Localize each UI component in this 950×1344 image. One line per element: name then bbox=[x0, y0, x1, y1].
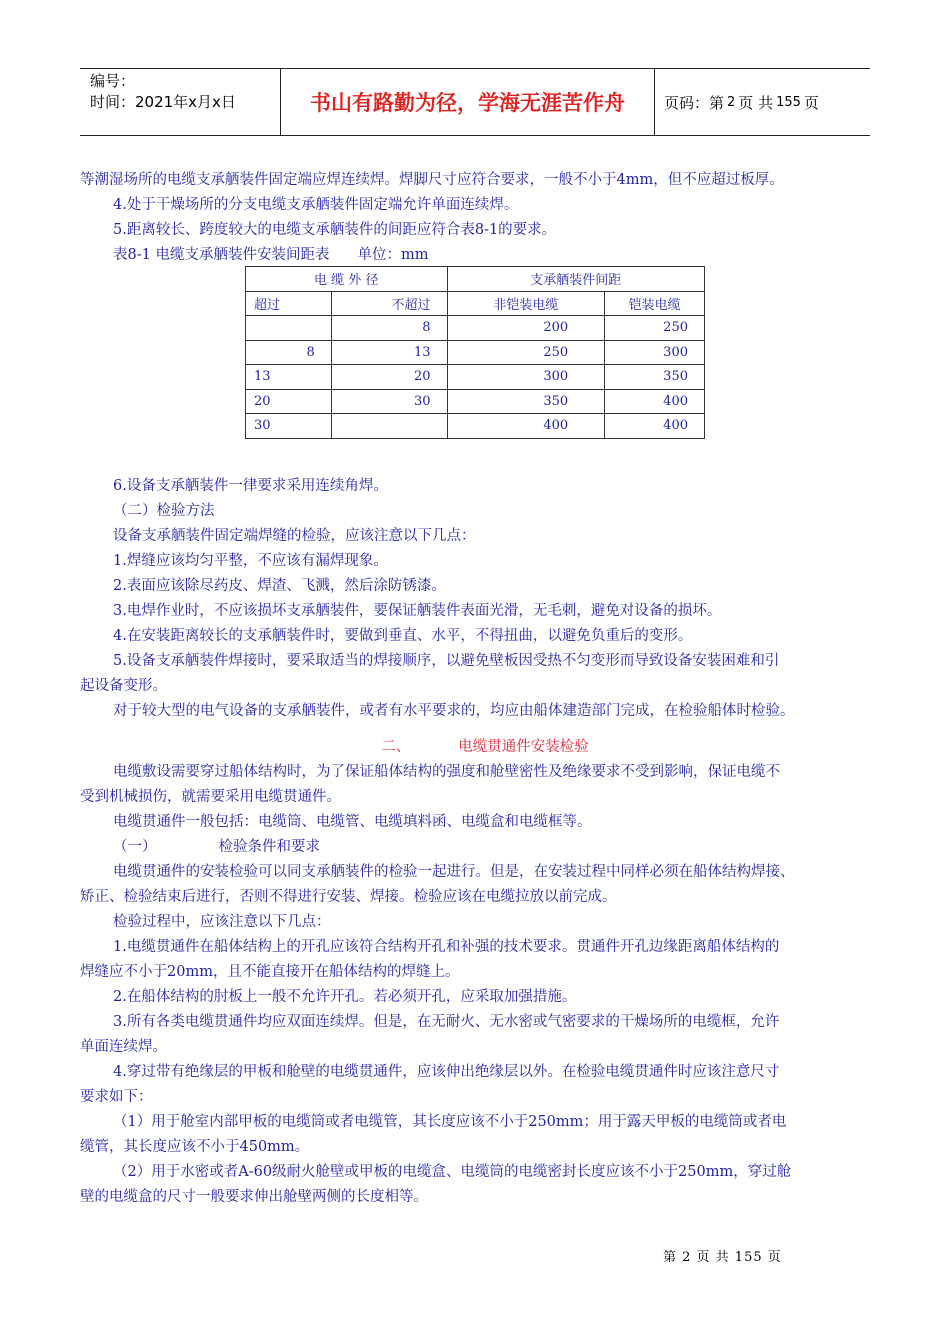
table-cell: 250 bbox=[447, 340, 605, 365]
table-caption-unit: 单位：mm bbox=[357, 247, 429, 263]
page-header bbox=[80, 68, 870, 136]
table-cell: 13 bbox=[331, 340, 447, 365]
time-label: 时间：2021年x月x日 bbox=[90, 93, 236, 111]
header-left-cell bbox=[80, 69, 281, 135]
paragraph: 2.表面应该除尽药皮、焊渣、飞溅，然后涂防锈漆。 bbox=[113, 578, 446, 594]
paragraph: （1）用于舱室内部甲板的电缆筒或者电缆管，其长度应该不小于250mm；用于露天甲板的电缆筒或者电 bbox=[113, 1114, 787, 1130]
paragraph: （2）用于水密或者A-60级耐火舱壁或甲板的电缆盒、电缆筒的电缆密封长度应该不小于250mm，穿过舱 bbox=[113, 1164, 792, 1180]
paragraph: 6.设备支承舾装件一律要求采用连续角焊。 bbox=[113, 478, 388, 494]
paragraph: 电缆贯通件的安装检验可以同支承舾装件的检验一起进行。但是，在安装过程中同样必须在船体结构焊接、 bbox=[113, 864, 795, 880]
paragraph: 4.处于干燥场所的分支电缆支承舾装件固定端允许单面连续焊。 bbox=[113, 197, 519, 213]
table-cell bbox=[246, 316, 332, 341]
paragraph: 等潮湿场所的电缆支承舾装件固定端应焊连续焊。焊脚尺寸应符合要求，一般不小于4mm，但不应超过板厚。 bbox=[80, 172, 784, 188]
table-cell: 300 bbox=[605, 340, 705, 365]
paragraph: 焊缝应不小于20mm，且不能直接开在船体结构的焊缝上。 bbox=[80, 964, 460, 980]
paragraph: 3.电焊作业时，不应该损坏支承舾装件，要保证舾装件表面光滑，无毛刺，避免对设备的损坏。 bbox=[113, 603, 722, 619]
table-header-row bbox=[246, 267, 705, 292]
paragraph: 电缆敷设需要穿过船体结构时，为了保证船体结构的强度和舱壁密性及绝缘要求不受到影响，保证电缆不 bbox=[113, 764, 780, 780]
table-caption bbox=[80, 243, 890, 268]
table-cell: 200 bbox=[447, 316, 605, 341]
paragraph: 1.焊缝应该均匀平整，不应该有漏焊现象。 bbox=[113, 553, 388, 569]
paragraph: 4.在安装距离较长的支承舾装件时，要做到垂直、水平，不得扭曲，以避免负重后的变形。 bbox=[113, 628, 693, 644]
number-label: 编号： bbox=[90, 72, 136, 90]
paragraph: 壁的电缆盒的尺寸一般要求伸出舱壁两侧的长度相等。 bbox=[80, 1189, 428, 1205]
subsection-title bbox=[80, 835, 890, 860]
table-header-cell: 电 缆 外 径 bbox=[246, 267, 448, 292]
paragraph: （二）检验方法 bbox=[113, 503, 215, 519]
paragraph: 2.在船体结构的肘板上一般不允许开孔。若必须开孔，应采取加强措施。 bbox=[113, 989, 577, 1005]
table-cell bbox=[331, 414, 447, 439]
table-cell: 30 bbox=[246, 414, 332, 439]
table-row bbox=[246, 316, 705, 341]
subsection-title-text: 检验条件和要求 bbox=[218, 839, 320, 855]
paragraph: 缆管，其长度应该不小于450mm。 bbox=[80, 1139, 310, 1155]
table-cell: 350 bbox=[605, 365, 705, 390]
section-title bbox=[80, 735, 890, 760]
header-page-info bbox=[655, 69, 870, 135]
spacing-table bbox=[245, 266, 705, 439]
table-header-cell: 不超过 bbox=[331, 291, 447, 316]
page-prefix: 页码：第 bbox=[664, 93, 725, 112]
table-cell: 400 bbox=[605, 414, 705, 439]
page-footer: 第 2 页 共 155 页 bbox=[663, 1250, 782, 1265]
section-title-text: 电缆贯通件安装检验 bbox=[458, 739, 589, 755]
table-header-row bbox=[246, 291, 705, 316]
table-header-cell: 非铠装电缆 bbox=[447, 291, 605, 316]
table-row bbox=[246, 340, 705, 365]
header-motto: 书山有路勤为径，学海无涯苦作舟 bbox=[281, 69, 655, 135]
table-caption-title: 表8-1 电缆支承舾装件安装间距表 bbox=[113, 247, 330, 263]
paragraph: 5.距离较长、跨度较大的电缆支承舾装件的间距应符合表8-1的要求。 bbox=[113, 222, 557, 238]
paragraph: 矫正、检验结束后进行，否则不得进行安装、焊接。检验应该在电缆拉放以前完成。 bbox=[80, 889, 617, 905]
table-cell: 13 bbox=[246, 365, 332, 390]
table-header-cell: 支承舾装件间距 bbox=[447, 267, 704, 292]
page-mid: 页 共 bbox=[738, 93, 774, 112]
page-total: 155 bbox=[776, 94, 801, 110]
body-main bbox=[80, 474, 890, 1210]
table-cell: 20 bbox=[246, 389, 332, 414]
table-cell: 30 bbox=[331, 389, 447, 414]
table-cell: 400 bbox=[605, 389, 705, 414]
table-cell: 250 bbox=[605, 316, 705, 341]
table-header-cell: 超过 bbox=[246, 291, 332, 316]
table-row bbox=[246, 365, 705, 390]
paragraph: 单面连续焊。 bbox=[80, 1039, 167, 1055]
paragraph: 5.设备支承舾装件焊接时，要采取适当的焊接顺序，以避免壁板因受热不匀变形而导致设备安装困难和引 bbox=[113, 653, 780, 669]
table-cell: 300 bbox=[447, 365, 605, 390]
paragraph: 对于较大型的电气设备的支承舾装件，或者有水平要求的，均应由船体建造部门完成，在检验船体时检验。 bbox=[113, 703, 795, 719]
table-row bbox=[246, 414, 705, 439]
table-cell: 8 bbox=[246, 340, 332, 365]
table-cell: 350 bbox=[447, 389, 605, 414]
paragraph: 1.电缆贯通件在船体结构上的开孔应该符合结构开孔和补强的技术要求。贯通件开孔边缘距离船体结构的 bbox=[113, 939, 780, 955]
paragraph: 要求如下： bbox=[80, 1089, 153, 1105]
paragraph: 受到机械损伤，就需要采用电缆贯通件。 bbox=[80, 789, 341, 805]
paragraph: 起设备变形。 bbox=[80, 678, 167, 694]
table-row bbox=[246, 389, 705, 414]
section-number: 二、 bbox=[381, 739, 411, 755]
paragraph: 4.穿过带有绝缘层的甲板和舱壁的电缆贯通件，应该伸出绝缘层以外。在检验电缆贯通件时应该注意尺寸 bbox=[113, 1064, 780, 1080]
paragraph: 检验过程中，应该注意以下几点： bbox=[113, 914, 331, 930]
page-suffix: 页 bbox=[803, 93, 819, 112]
table-cell: 8 bbox=[331, 316, 447, 341]
paragraph: 3.所有各类电缆贯通件均应双面连续焊。但是，在无耐火、无水密或气密要求的干燥场所的电缆框，允许 bbox=[113, 1014, 780, 1030]
subsection-number: （一） bbox=[113, 839, 157, 855]
paragraph: 设备支承舾装件固定端焊缝的检验，应该注意以下几点： bbox=[113, 528, 476, 544]
paragraph: 电缆贯通件一般包括：电缆筒、电缆管、电缆填料函、电缆盒和电缆框等。 bbox=[113, 814, 592, 830]
page-number: 2 bbox=[727, 94, 736, 110]
table-header-cell: 铠装电缆 bbox=[605, 291, 705, 316]
table-cell: 20 bbox=[331, 365, 447, 390]
body-top bbox=[80, 168, 890, 268]
table-cell: 400 bbox=[447, 414, 605, 439]
